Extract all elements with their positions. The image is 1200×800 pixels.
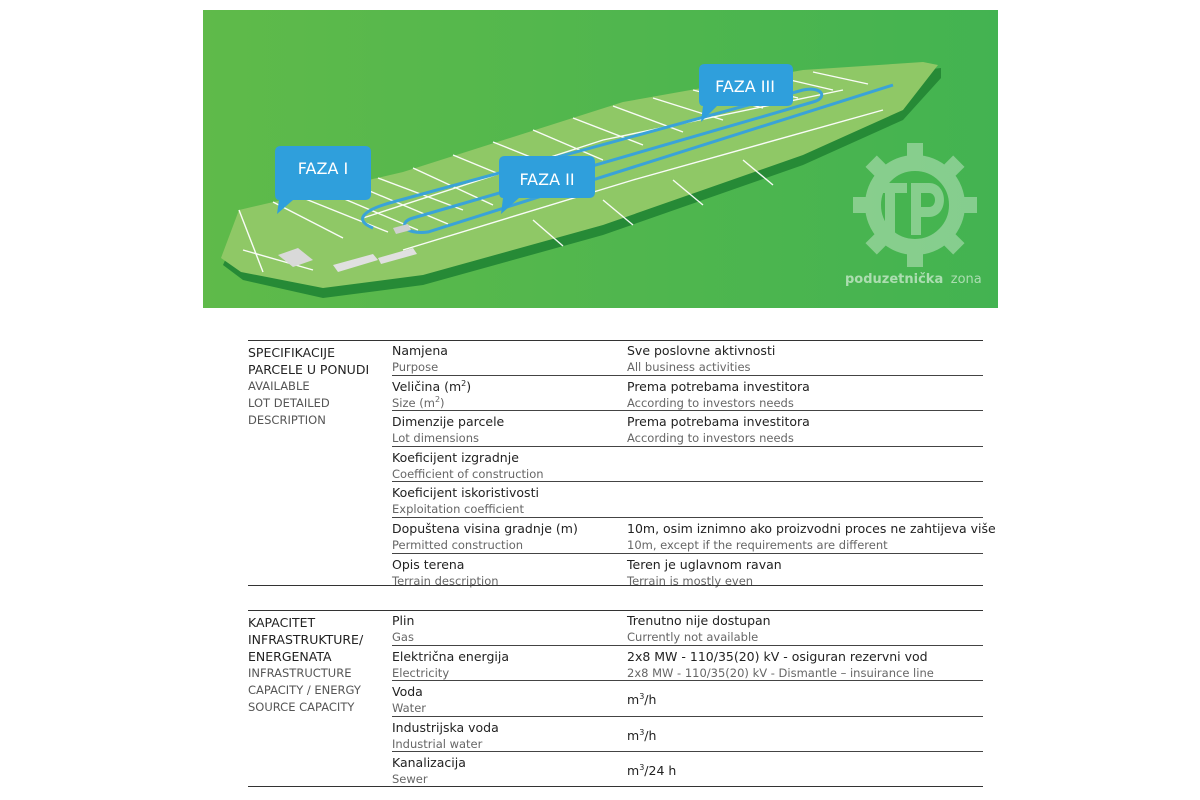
- row-unit: $m^3/h$: [627, 727, 657, 743]
- row-label: Industrijska voda: [392, 719, 499, 735]
- table-rule-bottom: [248, 786, 983, 787]
- row-label: Dimenzije parcele: [392, 414, 505, 430]
- site-map-illustration: [203, 10, 998, 308]
- table-row: [392, 482, 983, 518]
- site-map-banner: [203, 10, 998, 308]
- section-heading: [248, 344, 388, 429]
- row-label-en: Industrial water: [392, 736, 483, 751]
- phase-label-3: FAZA III: [715, 77, 775, 96]
- row-value: 10m, osim iznimno ako proizvodni proces ne zahtijeva više: [627, 520, 996, 536]
- row-value-en: According to investors needs: [627, 395, 794, 410]
- row-label-en: Lot dimensions: [392, 431, 479, 446]
- table-row: [392, 752, 983, 787]
- phase-label-2: FAZA II: [519, 170, 575, 189]
- row-label: Električna energija: [392, 648, 510, 664]
- row-label: Namjena: [392, 343, 448, 358]
- row-value-en: 10m, except if the requirements are different: [627, 537, 888, 552]
- spec-rows: [392, 340, 996, 588]
- phase-label-1: FAZA I: [297, 159, 349, 178]
- table-row: [392, 340, 983, 376]
- row-label: Dopuštena visina gradnje (m): [392, 520, 578, 536]
- section-title-line: KAPACITET: [248, 615, 316, 630]
- table-row: [392, 646, 983, 682]
- row-label-en: Exploitation coefficient: [392, 502, 524, 517]
- section-subtitle-line: LOT DETAILED: [248, 396, 330, 410]
- table-row: [392, 717, 983, 753]
- table-row: [392, 447, 983, 483]
- row-label-en: Permitted construction: [392, 537, 524, 552]
- row-unit: $m^3/h$: [627, 692, 657, 708]
- section-subtitle-line: SOURCE CAPACITY: [248, 700, 355, 714]
- row-value: Prema potrebama investitora: [627, 414, 810, 430]
- logo-text: poduzetnička zona: [845, 272, 982, 287]
- section-subtitle-line: CAPACITY / ENERGY: [248, 683, 361, 697]
- row-value-en: According to investors needs: [627, 431, 794, 446]
- lot-specification-table: [248, 340, 996, 588]
- infrastructure-capacity-table: [248, 610, 983, 788]
- table-row: [392, 554, 983, 589]
- table-row: [392, 376, 983, 412]
- section-title-line: SPECIFIKACIJE: [248, 345, 335, 360]
- row-label: Veličina $(m^2)$: [392, 378, 472, 394]
- row-label: Voda: [392, 684, 423, 700]
- row-label-en: Purpose: [392, 360, 439, 374]
- row-label: Koeficijent iskoristivosti: [392, 485, 539, 501]
- row-value: Trenutno nije dostupan: [627, 613, 771, 628]
- section-subtitle-line: DESCRIPTION: [248, 413, 326, 427]
- section-title-line: PARCELE U PONUDI: [248, 362, 370, 377]
- row-unit: $m^3/24$ h: [627, 763, 677, 779]
- logo-gear-icon: [853, 143, 977, 267]
- row-label-en: Coefficient of construction: [392, 466, 544, 481]
- row-value: 2x8 MW - 110/35(20) kV - osiguran rezervni vod: [627, 648, 928, 664]
- row-value-en: Terrain is mostly even: [627, 573, 754, 588]
- row-label-en: Electricity: [392, 665, 450, 680]
- row-label-en: Water: [392, 701, 426, 716]
- table-row: [392, 610, 983, 646]
- row-label: Plin: [392, 613, 415, 628]
- capacity-rows: [392, 610, 983, 787]
- row-label: Opis terena: [392, 556, 465, 572]
- section-title-line: INFRASTRUKTURE/: [248, 632, 364, 647]
- section-subtitle-line: AVAILABLE: [248, 379, 310, 393]
- section-heading: [248, 614, 388, 716]
- section-subtitle-line: INFRASTRUCTURE: [248, 666, 352, 680]
- row-value-en: Currently not available: [627, 630, 759, 644]
- row-label-en: Sewer: [392, 772, 428, 787]
- row-label-en: Terrain description: [392, 573, 499, 588]
- table-row: [392, 518, 996, 554]
- table-row: [392, 411, 983, 447]
- row-label: Kanalizacija: [392, 755, 466, 771]
- row-value: Prema potrebama investitora: [627, 378, 810, 394]
- table-row: [392, 681, 983, 717]
- table-rule-bottom: [248, 585, 983, 586]
- section-title-line: ENERGENATA: [248, 649, 332, 664]
- row-value: Teren je uglavnom ravan: [627, 556, 782, 572]
- row-label: Koeficijent izgradnje: [392, 449, 519, 465]
- row-value: Sve poslovne aktivnosti: [627, 343, 776, 358]
- row-value-en: All business activities: [627, 360, 751, 374]
- row-label-en: Size $(m^2)$: [392, 394, 445, 410]
- row-label-en: Gas: [392, 630, 414, 644]
- row-value-en: 2x8 MW - 110/35(20) kV - Dismantle – insuirance line: [627, 665, 934, 680]
